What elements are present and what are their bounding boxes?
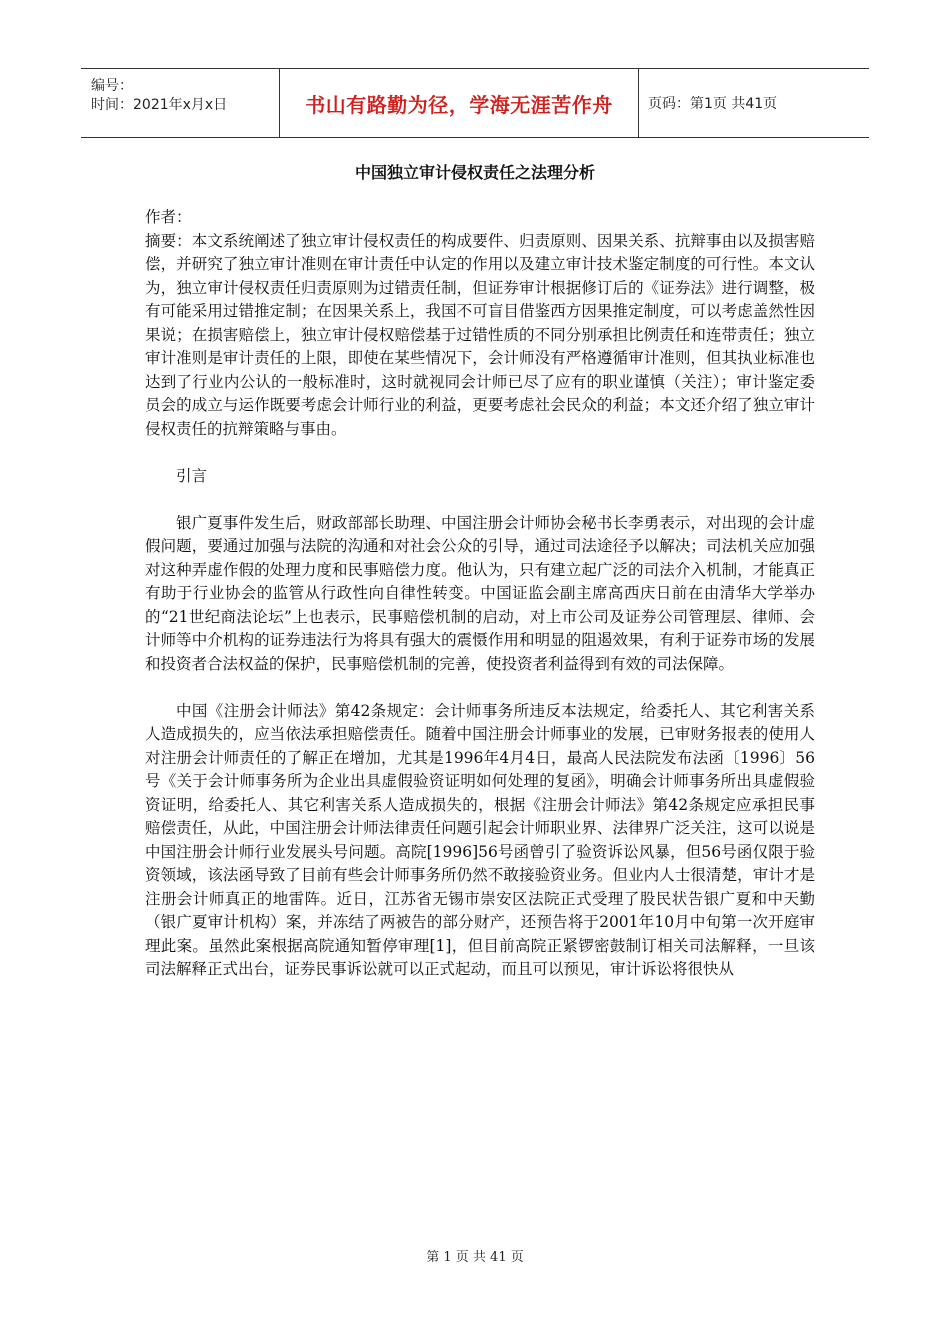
document-date: 时间：2021年x月x日: [91, 97, 228, 113]
document-header: [81, 68, 869, 138]
abstract-paragraph: 摘要：本文系统阐述了独立审计侵权责任的构成要件、归责原则、因果关系、抗辩事由以及损害赔偿，并研究了独立审计准则在审计责任中认定的作用以及建立审计技术鉴定制度的可行性。本文认为，独立审计侵权责任归责原则为过错责任制，但证券审计根据修订后的《证券法》进行调整，极有可能采用过错推定制；在因果关系上，我国不可盲目借鉴西方因果推定制度，可以考虑盖然性因果说；在损害赔偿上，独立审计侵权赔偿基于过错性质的不同分别承担比例责任和连带责任；独立审计准则是审计责任的上限，即使在某些情况下，会计师没有严格遵循审计准则，但其执业标准也达到了行业内公认的一般标准时，这时就视同会计师已尽了应有的职业谨慎（关注）；审计鉴定委员会的成立与运作既要考虑会计师行业的利益，更要考虑社会民众的利益；本文还介绍了独立审计侵权责任的抗辩策略与事由。: [145, 231, 815, 438]
header-slogan: 书山有路勤为径，学海无涯苦作舟: [305, 92, 613, 117]
header-page-cell: [638, 69, 869, 137]
body-paragraph: 银广夏事件发生后，财政部部长助理、中国注册会计师协会秘书长李勇表示，对出现的会计虚假问题，要通过加强与法院的沟通和对社会公众的引导，通过司法途径予以解决；司法机关应加强对这种弄虚作假的处理力度和民事赔偿力度。他认为，只有建立起广泛的司法介入机制，才能真正有助于行业协会的监管从行政性向自律性转变。中国证监会副主席高西庆日前在由清华大学举办的“21世纪商法论坛”上也表示，民事赔偿机制的启动，对上市公司及证券公司管理层、律师、会计师等中介机构的证券违法行为将具有强大的震慑作用和明显的阻遏效果，有利于证券市场的发展和投资者合法权益的保护，民事赔偿机制的完善，使投资者利益得到有效的司法保障。: [145, 513, 815, 673]
document-number: 编号：: [91, 78, 133, 94]
header-meta: [81, 69, 279, 137]
header-page-info: 页码：第1页 共41页: [648, 96, 778, 112]
page-footer: 第 1 页 共 41 页: [426, 1250, 524, 1265]
section-heading: 引言: [176, 466, 208, 485]
document-body: [145, 206, 815, 982]
header-slogan-cell: [279, 69, 639, 137]
document-title: 中国独立审计侵权责任之法理分析: [354, 163, 595, 182]
author-line: 作者：: [145, 208, 192, 226]
body-paragraph: 中国《注册会计师法》第42条规定：会计师事务所违反本法规定，给委托人、其它利害关系人造成损失的，应当依法承担赔偿责任。随着中国注册会计师事业的发展，已审财务报表的使用人对注册会计师责任的了解正在增加，尤其是1996年4月4日，最高人民法院发布法函〔1996〕56号《关于会计师事务所为企业出具虚假验资证明如何处理的复函》，明确会计师事务所出具虚假验资证明，给委托人、其它利害关系人造成损失的，根据《注册会计师法》第42条规定应承担民事赔偿责任，从此，中国注册会计师法律责任问题引起会计师职业界、法律界广泛关注，这可以说是中国注册会计师行业发展头号问题。高院[1996]56号函曾引了验资诉讼风暴，但56号函仅限于验资领域，该法函导致了目前有些会计师事务所仍然不敢接验资业务。但业内人士很清楚，审计才是注册会计师真正的地雷阵。近日，江苏省无锡市崇安区法院正式受理了股民状告银广夏和中天勤（银广夏审计机构）案，并冻结了两被告的部分财产，还预告将于2001年10月中旬第一次开庭审理此案。虽然此案根据高院通知暂停审理[1]，但目前高院正紧锣密鼓制订相关司法解释，一旦该司法解释正式出台，证券民事诉讼就可以正式起动，而且可以预见，审计诉讼将很快从: [145, 701, 815, 978]
